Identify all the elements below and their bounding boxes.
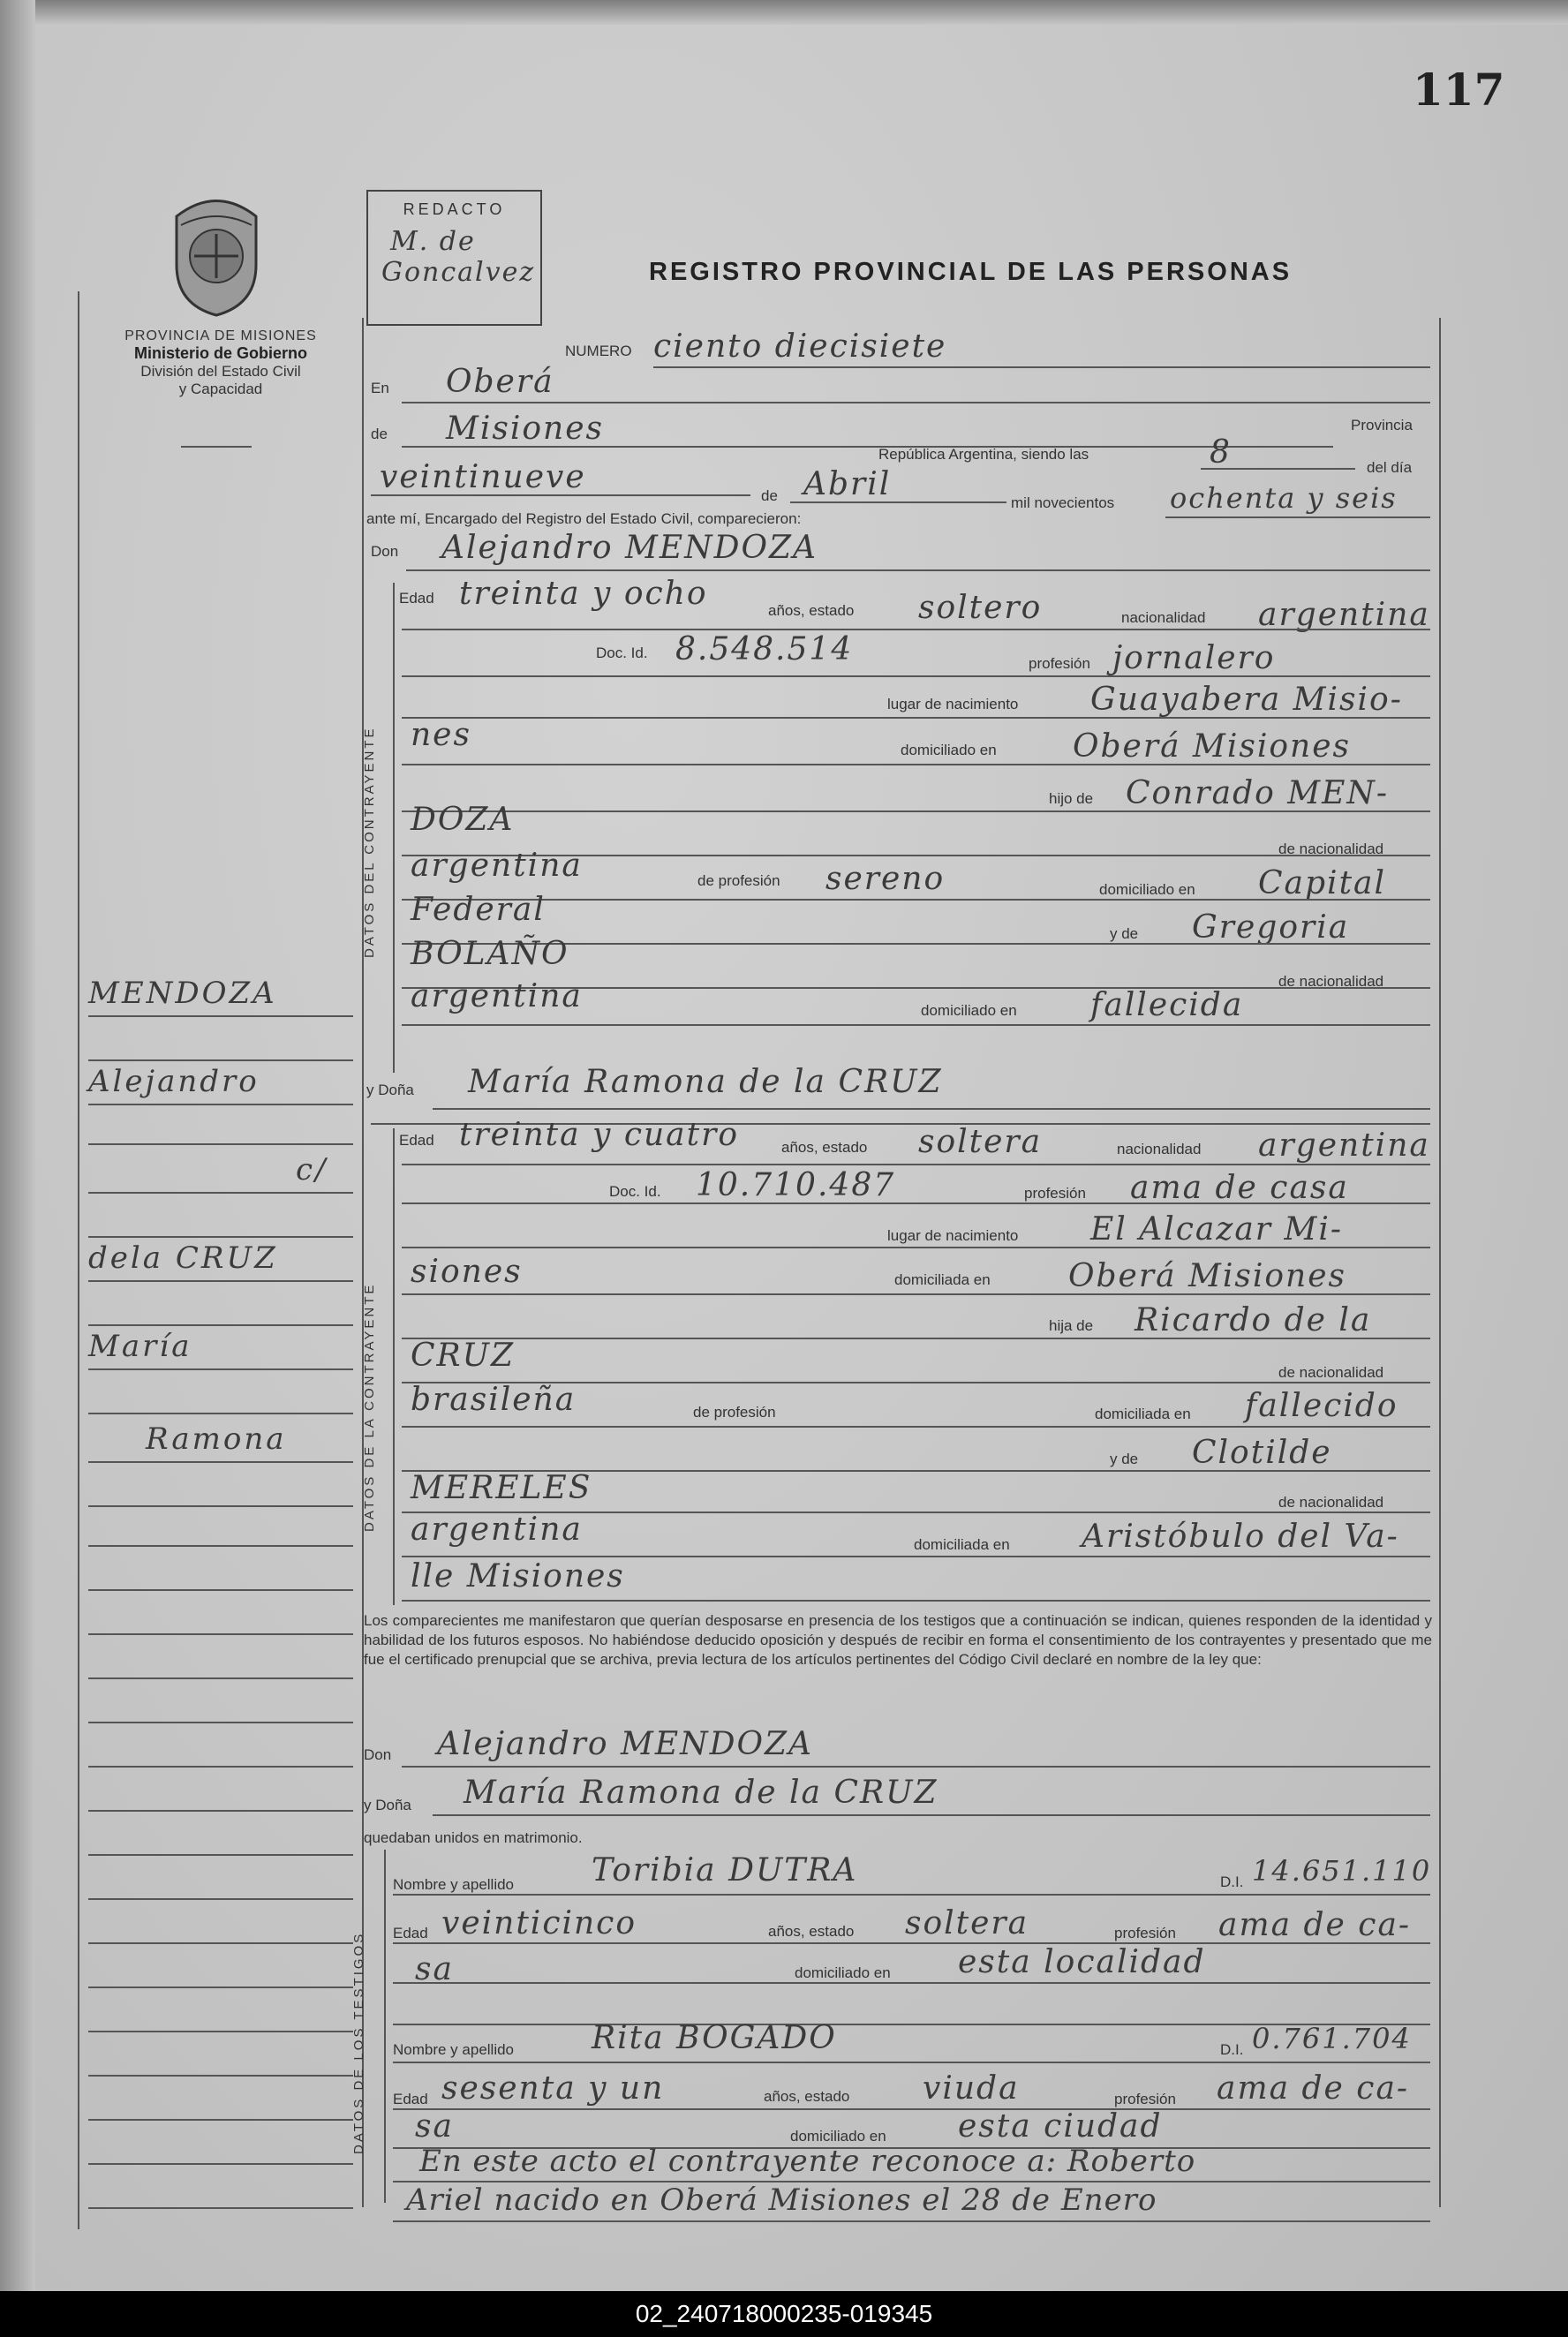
groom-padre-prof-line <box>402 899 1430 901</box>
w1-di-label: D.I. <box>1220 1873 1244 1890</box>
bride-side-label: DATOS DE LA CONTRAYENTE <box>362 1282 377 1532</box>
groom-madre-dom: fallecida <box>1090 987 1244 1023</box>
margin-note-name: Alejandro <box>88 1064 260 1099</box>
bride-padre-dom: fallecido <box>1245 1388 1398 1424</box>
bride-madre-dom2-line <box>402 1600 1430 1602</box>
union-dona-label: y Doña <box>364 1797 411 1813</box>
bride-doc-line <box>402 1202 1430 1204</box>
institution-block <box>88 328 353 398</box>
bride-lugar-2: siones <box>411 1254 523 1290</box>
dona-label: y Doña <box>366 1082 414 1098</box>
w2-prof-label: profesión <box>1114 2091 1176 2107</box>
w2-nombre-label: Nombre y apellido <box>393 2041 515 2058</box>
bride-padre-prof-line <box>402 1426 1430 1428</box>
union-dona: María Ramona de la CRUZ <box>464 1775 939 1811</box>
margin-note-bride-name2: Ramona <box>146 1421 287 1457</box>
bride-prof-label: profesión <box>1024 1185 1086 1202</box>
groom-dom-label: domiciliado en <box>901 742 997 758</box>
groom-hijo-line <box>402 810 1430 812</box>
anio-value: ochenta y seis <box>1170 481 1398 515</box>
groom-lugar-2: nes <box>411 717 471 753</box>
bride-edad: treinta y cuatro <box>459 1117 739 1153</box>
bride-madre-2: MERELES <box>411 1470 592 1506</box>
groom-lugar-1: Guayabera Misio- <box>1090 682 1403 718</box>
page-edge-shadow <box>0 0 35 2291</box>
groom-edad: treinta y ocho <box>459 576 708 612</box>
bride-estado: soltera <box>918 1124 1043 1160</box>
groom-padre-dom-label: domiciliado en <box>1099 881 1195 898</box>
bride-profesion: ama de casa <box>1130 1170 1349 1206</box>
de-label: de <box>371 426 388 442</box>
groom-padre-dom-2: Federal <box>411 892 546 928</box>
union-don-line <box>402 1766 1430 1768</box>
groom-padre-2: DOZA <box>411 802 515 838</box>
institution-capacity: y Capacidad <box>178 381 263 397</box>
left-margin-rule <box>78 291 79 2229</box>
de-value: Misiones <box>446 411 605 447</box>
bride-name: María Ramona de la CRUZ <box>468 1064 943 1100</box>
groom-anos-label: años, estado <box>768 602 855 619</box>
groom-dom-line <box>402 764 1430 765</box>
bride-edad-line <box>402 1164 1430 1165</box>
redacto-label: REDACTO <box>403 200 506 218</box>
groom-side-label: DATOS DEL CONTRAYENTE <box>362 726 377 958</box>
w1-edad-label: Edad <box>393 1925 428 1941</box>
bride-edad-label: Edad <box>399 1132 434 1149</box>
w1-nombre: Toribia DUTRA <box>592 1852 858 1888</box>
w1-nombre-line <box>393 1894 1430 1896</box>
groom-padre-prof: sereno <box>825 861 946 897</box>
coat-of-arms-seal <box>159 190 274 318</box>
witness-box-left <box>384 1850 386 2203</box>
witness-side-label: DATOS DE LOS TESTIGOS <box>351 1931 366 2154</box>
groom-box-left <box>393 583 395 1073</box>
mes-value: Abril <box>803 466 892 502</box>
bride-doc-label: Doc. Id. <box>609 1183 661 1200</box>
en-label: En <box>371 380 389 396</box>
groom-madre-nac-label: de nacionalidad <box>1278 973 1384 990</box>
groom-edad-label: Edad <box>399 590 434 607</box>
bride-dom-label: domiciliada en <box>894 1271 991 1288</box>
quedaban-label: quedaban unidos en matrimonio. <box>364 1829 583 1846</box>
bride-anos-label: años, estado <box>781 1139 868 1156</box>
w2-edad-label: Edad <box>393 2091 428 2107</box>
provincia-label: Provincia <box>1351 417 1413 433</box>
groom-madre-dom-label: domiciliado en <box>921 1002 1017 1019</box>
union-don-label: Don <box>364 1746 392 1763</box>
bride-doc: 10.710.487 <box>696 1167 896 1203</box>
groom-nacionalidad: argentina <box>1258 597 1430 633</box>
page-top-shadow <box>0 0 1568 25</box>
form-left-border <box>362 318 364 2207</box>
bride-nac-label: nacionalidad <box>1117 1141 1202 1157</box>
w1-anos-label: años, estado <box>768 1923 855 1940</box>
hora-value: 8 <box>1210 434 1232 471</box>
form-right-border <box>1439 318 1441 2207</box>
w2-profesion-1: ama de ca- <box>1217 2070 1410 2107</box>
hora-line <box>1201 468 1355 470</box>
numero-line <box>653 366 1430 368</box>
bride-hija-label: hija de <box>1049 1317 1094 1334</box>
w2-estado: viuda <box>923 2070 1020 2107</box>
bride-hija-line <box>402 1338 1430 1339</box>
w2-nombre: Rita BOGADO <box>592 2020 837 2056</box>
acknowledgment-line-1: En este acto el contrayente reconoce a: Roberto <box>419 2144 1196 2179</box>
groom-prof-label: profesión <box>1029 655 1090 672</box>
groom-nac-label: nacionalidad <box>1121 609 1206 626</box>
institution-province: PROVINCIA DE MISIONES <box>124 328 317 343</box>
bride-name-line <box>433 1108 1430 1110</box>
bride-padre-dom-label: domiciliada en <box>1095 1406 1191 1422</box>
margin-note-surname: MENDOZA <box>88 976 277 1011</box>
w2-anos-label: años, estado <box>764 2088 850 2105</box>
margin-note-bride-surname: dela CRUZ <box>88 1240 278 1276</box>
mil-label: mil novecientos <box>1011 494 1115 511</box>
w2-di-label: D.I. <box>1220 2041 1244 2058</box>
bride-nacionalidad: argentina <box>1258 1127 1430 1164</box>
groom-estado: soltero <box>918 590 1043 626</box>
en-value: Oberá <box>446 364 554 400</box>
de-line <box>402 446 1333 448</box>
groom-profesion: jornalero <box>1112 640 1276 676</box>
bride-madre-nac-label: de nacionalidad <box>1278 1494 1384 1511</box>
bride-domicilio: Oberá Misiones <box>1068 1258 1346 1294</box>
bride-padre-1: Ricardo de la <box>1135 1302 1372 1338</box>
dia-line <box>371 494 750 496</box>
bride-madre-dom-1: Aristóbulo del Va- <box>1082 1519 1399 1555</box>
bride-madre-dom-label: domiciliada en <box>914 1536 1010 1553</box>
w2-domicilio: esta ciudad <box>958 2108 1163 2145</box>
margin-note-with: c/ <box>296 1152 328 1187</box>
bride-lugar-1: El Alcazar Mi- <box>1090 1211 1343 1248</box>
w1-profesion-2: sa <box>415 1951 454 1987</box>
w2-profesion-2: sa <box>415 2108 454 2145</box>
bride-lugar-label: lugar de nacimiento <box>887 1227 1019 1244</box>
acknowledgment-rule-2 <box>393 2220 1430 2222</box>
w1-nombre-label: Nombre y apellido <box>393 1876 515 1893</box>
bride-box-left <box>393 1128 395 1605</box>
mes-line <box>790 501 1006 503</box>
margin-note-bride-name1: María <box>88 1329 192 1364</box>
w1-estado: soltera <box>905 1905 1029 1941</box>
groom-doc: 8.548.514 <box>675 631 854 667</box>
bride-padre-nac-label: de nacionalidad <box>1278 1364 1384 1381</box>
republica-label: República Argentina, siendo las <box>878 446 1089 463</box>
bride-padre-prof-label: de profesión <box>693 1404 776 1421</box>
groom-padre-dom-1: Capital <box>1258 865 1387 901</box>
w2-edad-line <box>393 2108 1430 2110</box>
groom-doc-line <box>402 675 1430 677</box>
w2-nombre-line <box>393 2062 1430 2063</box>
bride-padre-nac: brasileña <box>411 1382 577 1418</box>
groom-madre-1: Gregoria <box>1192 909 1350 946</box>
del-dia-label: del día <box>1367 459 1413 476</box>
w1-profesion-1: ama de ca- <box>1218 1907 1412 1943</box>
groom-domicilio: Oberá Misiones <box>1073 728 1351 765</box>
bride-lugar-line <box>402 1247 1430 1248</box>
groom-padre-nac: argentina <box>411 848 583 884</box>
bride-madre-nac: argentina <box>411 1512 583 1548</box>
groom-name-line <box>406 569 1430 571</box>
w1-dom-label: domiciliado en <box>795 1964 891 1981</box>
document-title: REGISTRO PROVINCIAL DE LAS PERSONAS <box>649 258 1293 286</box>
bride-madre-dom-line <box>402 1556 1430 1557</box>
groom-hijo-label: hijo de <box>1049 790 1094 807</box>
w2-dom-label: domiciliado en <box>790 2128 886 2145</box>
declaration-text: Los comparecientes me manifestaron que querían desposarse en presencia de los testigos que a continuación se indican, quienes responden de la identidad y habilidad de los futuros esposos. No habiéndose deducido oposición y después de recibir en forma el consentimiento de los contrayentes y presentado que me fue el certificado prenupcial que se archiva, previa lectura de los artículos pertinentes del Código Civil declaré en nombre de la ley que: <box>364 1612 1432 1668</box>
w1-di: 14.651.110 <box>1252 1854 1432 1888</box>
w1-edad-line <box>393 1942 1430 1944</box>
groom-lugar-line <box>402 717 1430 719</box>
institution-division: División del Estado Civil <box>140 363 301 380</box>
w2-edad: sesenta y un <box>441 2070 665 2107</box>
numero-value: ciento diecisiete <box>653 328 947 365</box>
redacto-name-2: Goncalvez <box>381 257 536 288</box>
groom-doc-label: Doc. Id. <box>596 645 648 661</box>
bride-madre-1: Clotilde <box>1192 1435 1332 1471</box>
bride-y-de-label: y de <box>1110 1451 1139 1467</box>
w1-dom-line <box>393 1982 1430 1984</box>
w1-prof-label: profesión <box>1114 1925 1176 1941</box>
groom-madre-nac: argentina <box>411 978 583 1014</box>
union-dona-line <box>433 1814 1430 1816</box>
groom-madre-2: BOLAÑO <box>411 936 569 972</box>
groom-y-de-label: y de <box>1110 925 1139 942</box>
scan-footer-id: 02_240718000235-019345 <box>0 2291 1568 2337</box>
don-label: Don <box>371 543 399 560</box>
w2-di: 0.761.704 <box>1252 2022 1412 2055</box>
groom-name: Alejandro MENDOZA <box>441 530 818 566</box>
dia-value: veintinueve <box>380 459 586 495</box>
redacto-name-1: M. de <box>390 226 476 257</box>
acknowledgment-line-2: Ariel nacido en Oberá Misiones el 28 de Enero <box>406 2182 1157 2218</box>
ante-label: ante mí, Encargado del Registro del Estado Civil, comparecieron: <box>366 510 802 527</box>
en-line <box>402 402 1430 403</box>
groom-padre-prof-label: de profesión <box>697 872 780 889</box>
institution-underline <box>181 446 252 448</box>
bride-padre-2: CRUZ <box>411 1338 516 1374</box>
w1-domicilio: esta localidad <box>958 1944 1206 1980</box>
bride-dom-line <box>402 1293 1430 1295</box>
anio-line <box>1165 516 1430 518</box>
groom-madre-dom-line <box>402 1024 1430 1026</box>
redacto-box <box>366 190 542 326</box>
institution-ministry: Ministerio de Gobierno <box>133 344 307 362</box>
groom-padre-1: Conrado MEN- <box>1126 775 1390 811</box>
bride-madre-dom-2: lle Misiones <box>411 1558 625 1594</box>
page-number: 117 <box>1413 64 1505 116</box>
groom-edad-line <box>402 629 1430 630</box>
numero-label: NUMERO <box>565 343 632 359</box>
de2-label: de <box>761 487 778 504</box>
groom-padre-nac-label: de nacionalidad <box>1278 841 1384 857</box>
groom-lugar-label: lugar de nacimiento <box>887 696 1019 712</box>
union-don: Alejandro MENDOZA <box>437 1726 814 1762</box>
w1-edad: veinticinco <box>441 1905 637 1941</box>
